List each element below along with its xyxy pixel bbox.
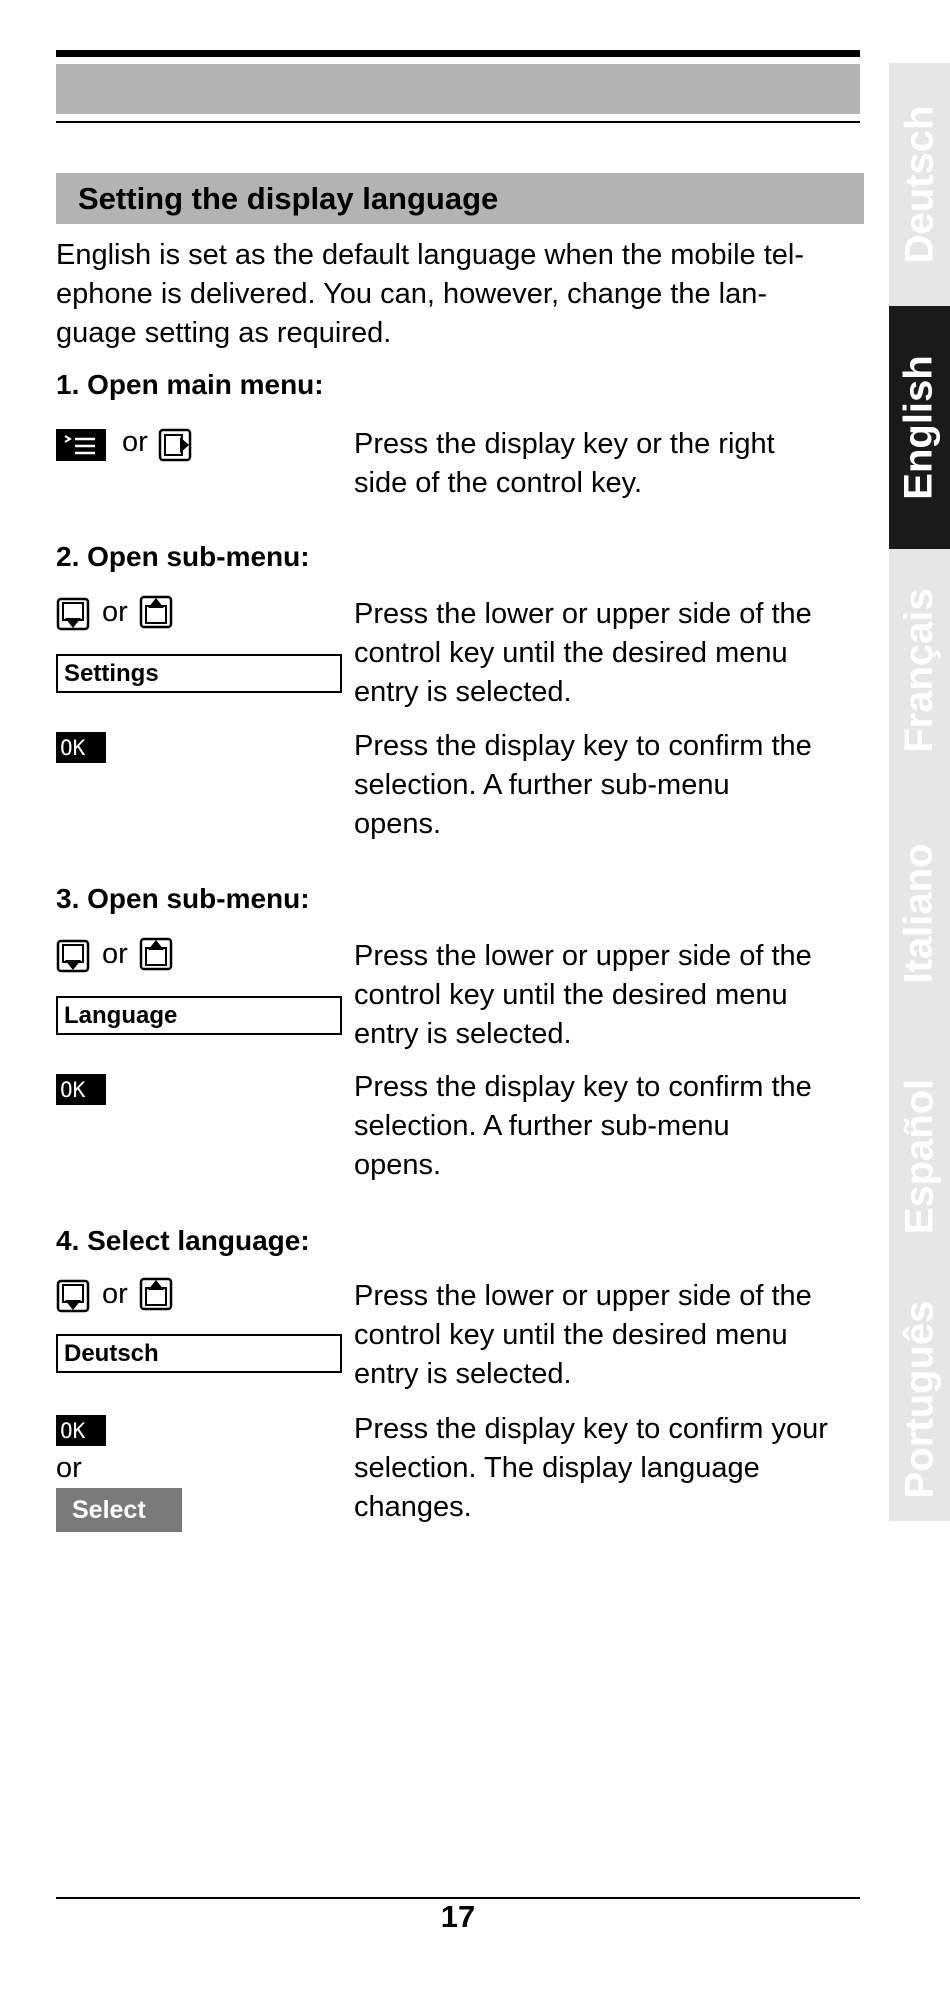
description-line: Press the display key to confirm the [354, 730, 812, 762]
description-line: Press the display key or the right [354, 428, 775, 460]
header-rule-thin [56, 121, 860, 123]
language-tab-deutsch[interactable] [889, 63, 950, 306]
description-line: control key until the desired menu [354, 979, 788, 1011]
page-number: 17 [440, 1899, 476, 1934]
section-heading [56, 173, 864, 224]
control-key-down-icon [56, 939, 90, 973]
language-tab-english[interactable] [889, 306, 950, 549]
step-heading-4: 4. Select language: [56, 1225, 310, 1256]
intro-line: ephone is delivered. You can, however, change the lan- [56, 278, 768, 310]
description-line: entry is selected. [354, 676, 572, 708]
ok-key: OK [56, 1415, 106, 1446]
language-tab-portugues[interactable] [889, 1278, 950, 1521]
step-heading-1: 1. Open main menu: [56, 369, 324, 400]
intro-paragraph [56, 236, 866, 353]
step-2-description [354, 595, 854, 712]
description-line: selection. A further sub-menu [354, 769, 730, 801]
step-3-description [354, 937, 854, 1054]
language-tab-label: English [897, 355, 942, 500]
language-tab-label: Italiano [897, 843, 941, 984]
language-tab-francais[interactable] [889, 549, 950, 792]
description-line: Press the display key to confirm your [354, 1413, 828, 1445]
language-tab-label: Deutsch [897, 105, 941, 264]
description-line: entry is selected. [354, 1358, 572, 1390]
description-line: entry is selected. [354, 1018, 572, 1050]
description-line: control key until the desired menu [354, 1319, 788, 1351]
control-key-up-icon [139, 937, 173, 971]
header-band [56, 64, 860, 114]
language-tab-label: Português [897, 1300, 942, 1499]
menu-key-icon [56, 429, 106, 461]
or-text: or [102, 1278, 128, 1310]
description-line: Press the lower or upper side of the [354, 598, 812, 630]
description-line: opens. [354, 1149, 442, 1181]
or-text: or [56, 1452, 82, 1484]
or-text: or [102, 596, 128, 628]
step-4-confirm-description [354, 1410, 854, 1527]
display-field-language: Language [56, 996, 342, 1035]
step-heading-3: 3. Open sub-menu: [56, 883, 310, 914]
step-2-confirm-description [354, 727, 854, 844]
description-line: Press the display key to confirm the [354, 1071, 812, 1103]
or-text: or [122, 426, 148, 458]
description-line: Press the lower or upper side of the [354, 940, 812, 972]
language-tab-italiano[interactable] [889, 792, 950, 1035]
ok-key: OK [56, 1074, 106, 1105]
language-tab-label: Español [897, 1078, 941, 1235]
menu-list-icon [61, 433, 101, 457]
step-3-confirm-description [354, 1068, 854, 1185]
select-key: Select [56, 1488, 182, 1532]
language-tab-label: Français [897, 588, 941, 753]
section-title: Setting the display language [78, 180, 499, 216]
control-key-down-icon [56, 597, 90, 631]
header-rule-thick [56, 50, 860, 57]
language-tab-espanol[interactable] [889, 1035, 950, 1278]
intro-line: guage setting as required. [56, 317, 392, 349]
description-line: Press the lower or upper side of the [354, 1280, 812, 1312]
display-field-settings: Settings [56, 654, 342, 693]
description-line: side of the control key. [354, 467, 643, 499]
step-heading-2: 2. Open sub-menu: [56, 541, 310, 572]
ok-key: OK [56, 732, 106, 763]
description-line: selection. A further sub-menu [354, 1110, 730, 1142]
control-key-up-icon [139, 595, 173, 629]
control-key-down-icon [56, 1279, 90, 1313]
control-key-up-icon [139, 1277, 173, 1311]
display-field-deutsch: Deutsch [56, 1334, 342, 1373]
description-line: changes. [354, 1491, 472, 1523]
step-1-description [354, 425, 854, 503]
control-key-right-icon [158, 428, 192, 462]
description-line: control key until the desired menu [354, 637, 788, 669]
step-4-description [354, 1277, 854, 1394]
description-line: selection. The display language [354, 1452, 760, 1484]
intro-line: English is set as the default language when the mobile tel- [56, 239, 805, 271]
or-text: or [102, 938, 128, 970]
description-line: opens. [354, 808, 442, 840]
